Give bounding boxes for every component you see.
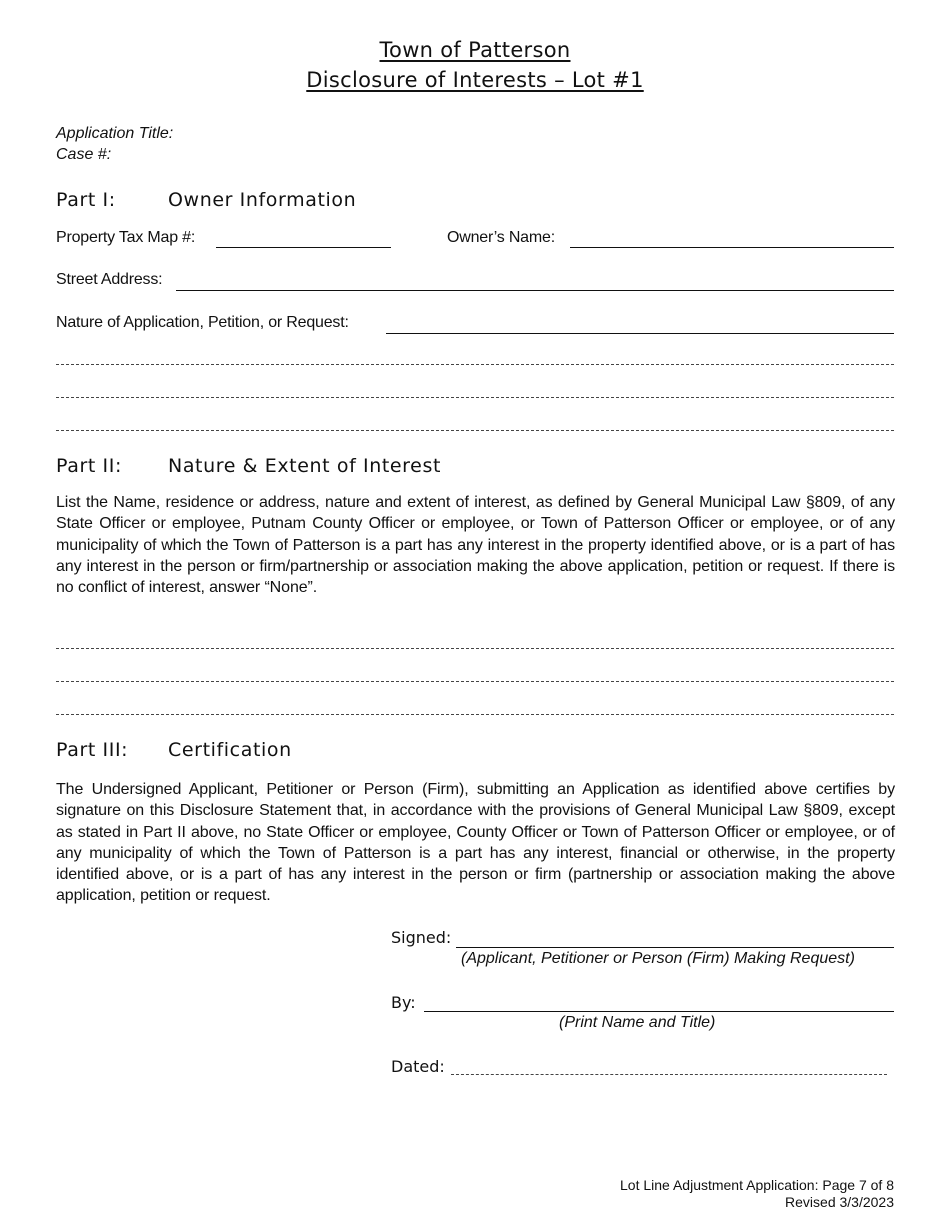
page-title: Town of Patterson [379,38,571,62]
street-address-label: Street Address: [56,271,163,288]
part2-number: Part II: [56,455,122,477]
footer-page-info: Lot Line Adjustment Application: Page 7 of 8 [620,1177,894,1193]
case-number-label: Case #: [56,146,112,163]
interest-answer-line[interactable] [56,714,894,715]
dated-label: Dated: [391,1057,445,1076]
nature-continuation-line[interactable] [56,397,894,398]
tax-map-field[interactable] [216,247,391,248]
owner-name-field[interactable] [570,247,894,248]
date-field[interactable] [451,1074,887,1075]
signature-field[interactable] [456,947,894,948]
part3-number: Part III: [56,739,129,761]
signed-caption: (Applicant, Petitioner or Person (Firm) Making Request) [461,950,855,967]
tax-map-label: Property Tax Map #: [56,229,196,246]
footer-revision: Revised 3/3/2023 [785,1194,894,1210]
nature-label: Nature of Application, Petition, or Request: [56,314,349,331]
owner-name-label: Owner’s Name: [447,229,555,246]
part2-paragraph: List the Name, residence or address, nature and extent of interest, as defined by General Municipal Law §809, of any State Officer or employee, Putnam County Officer or employee, or Town of Patterson Officer or employee, or of any municipality of which the Town of Patterson is a part has any interest in the property identified above, or is a part of has any interest in the person or firm/partnership or association making the above application, petition or request. If there is no conflict of interest, answer “None”. [56,494,895,597]
print-name-field[interactable] [424,1011,894,1012]
nature-field[interactable] [386,333,894,334]
signed-label: Signed: [391,928,452,947]
page-subtitle: Disclosure of Interests – Lot #1 [306,68,644,92]
part1-number: Part I: [56,189,116,211]
nature-continuation-line[interactable] [56,430,894,431]
interest-answer-line[interactable] [56,681,894,682]
nature-continuation-line[interactable] [56,364,894,365]
application-title-label: Application Title: [56,125,174,142]
page-footer [620,1177,894,1211]
part2-heading: Nature & Extent of Interest [168,455,442,477]
part1-heading: Owner Information [168,189,357,211]
part3-heading: Certification [168,739,292,761]
by-caption: (Print Name and Title) [559,1014,716,1031]
by-label: By: [391,993,416,1012]
street-address-field[interactable] [176,290,894,291]
part3-paragraph: The Undersigned Applicant, Petitioner or Person (Firm), submitting an Application as identified above certifies by signature on this Disclosure Statement that, in accordance with the provisions of General Municipal Law §809, except as stated in Part II above, no State Officer or employee, County Officer or Town of Patterson Officer or employee, or of any municipality of which the Town of Patterson is a part has any interest, financial or otherwise, in the property identified above, or is a part of has any interest in the person or firm (partnership or association making the above application, petition or request. [56,781,895,905]
interest-answer-line[interactable] [56,648,894,649]
